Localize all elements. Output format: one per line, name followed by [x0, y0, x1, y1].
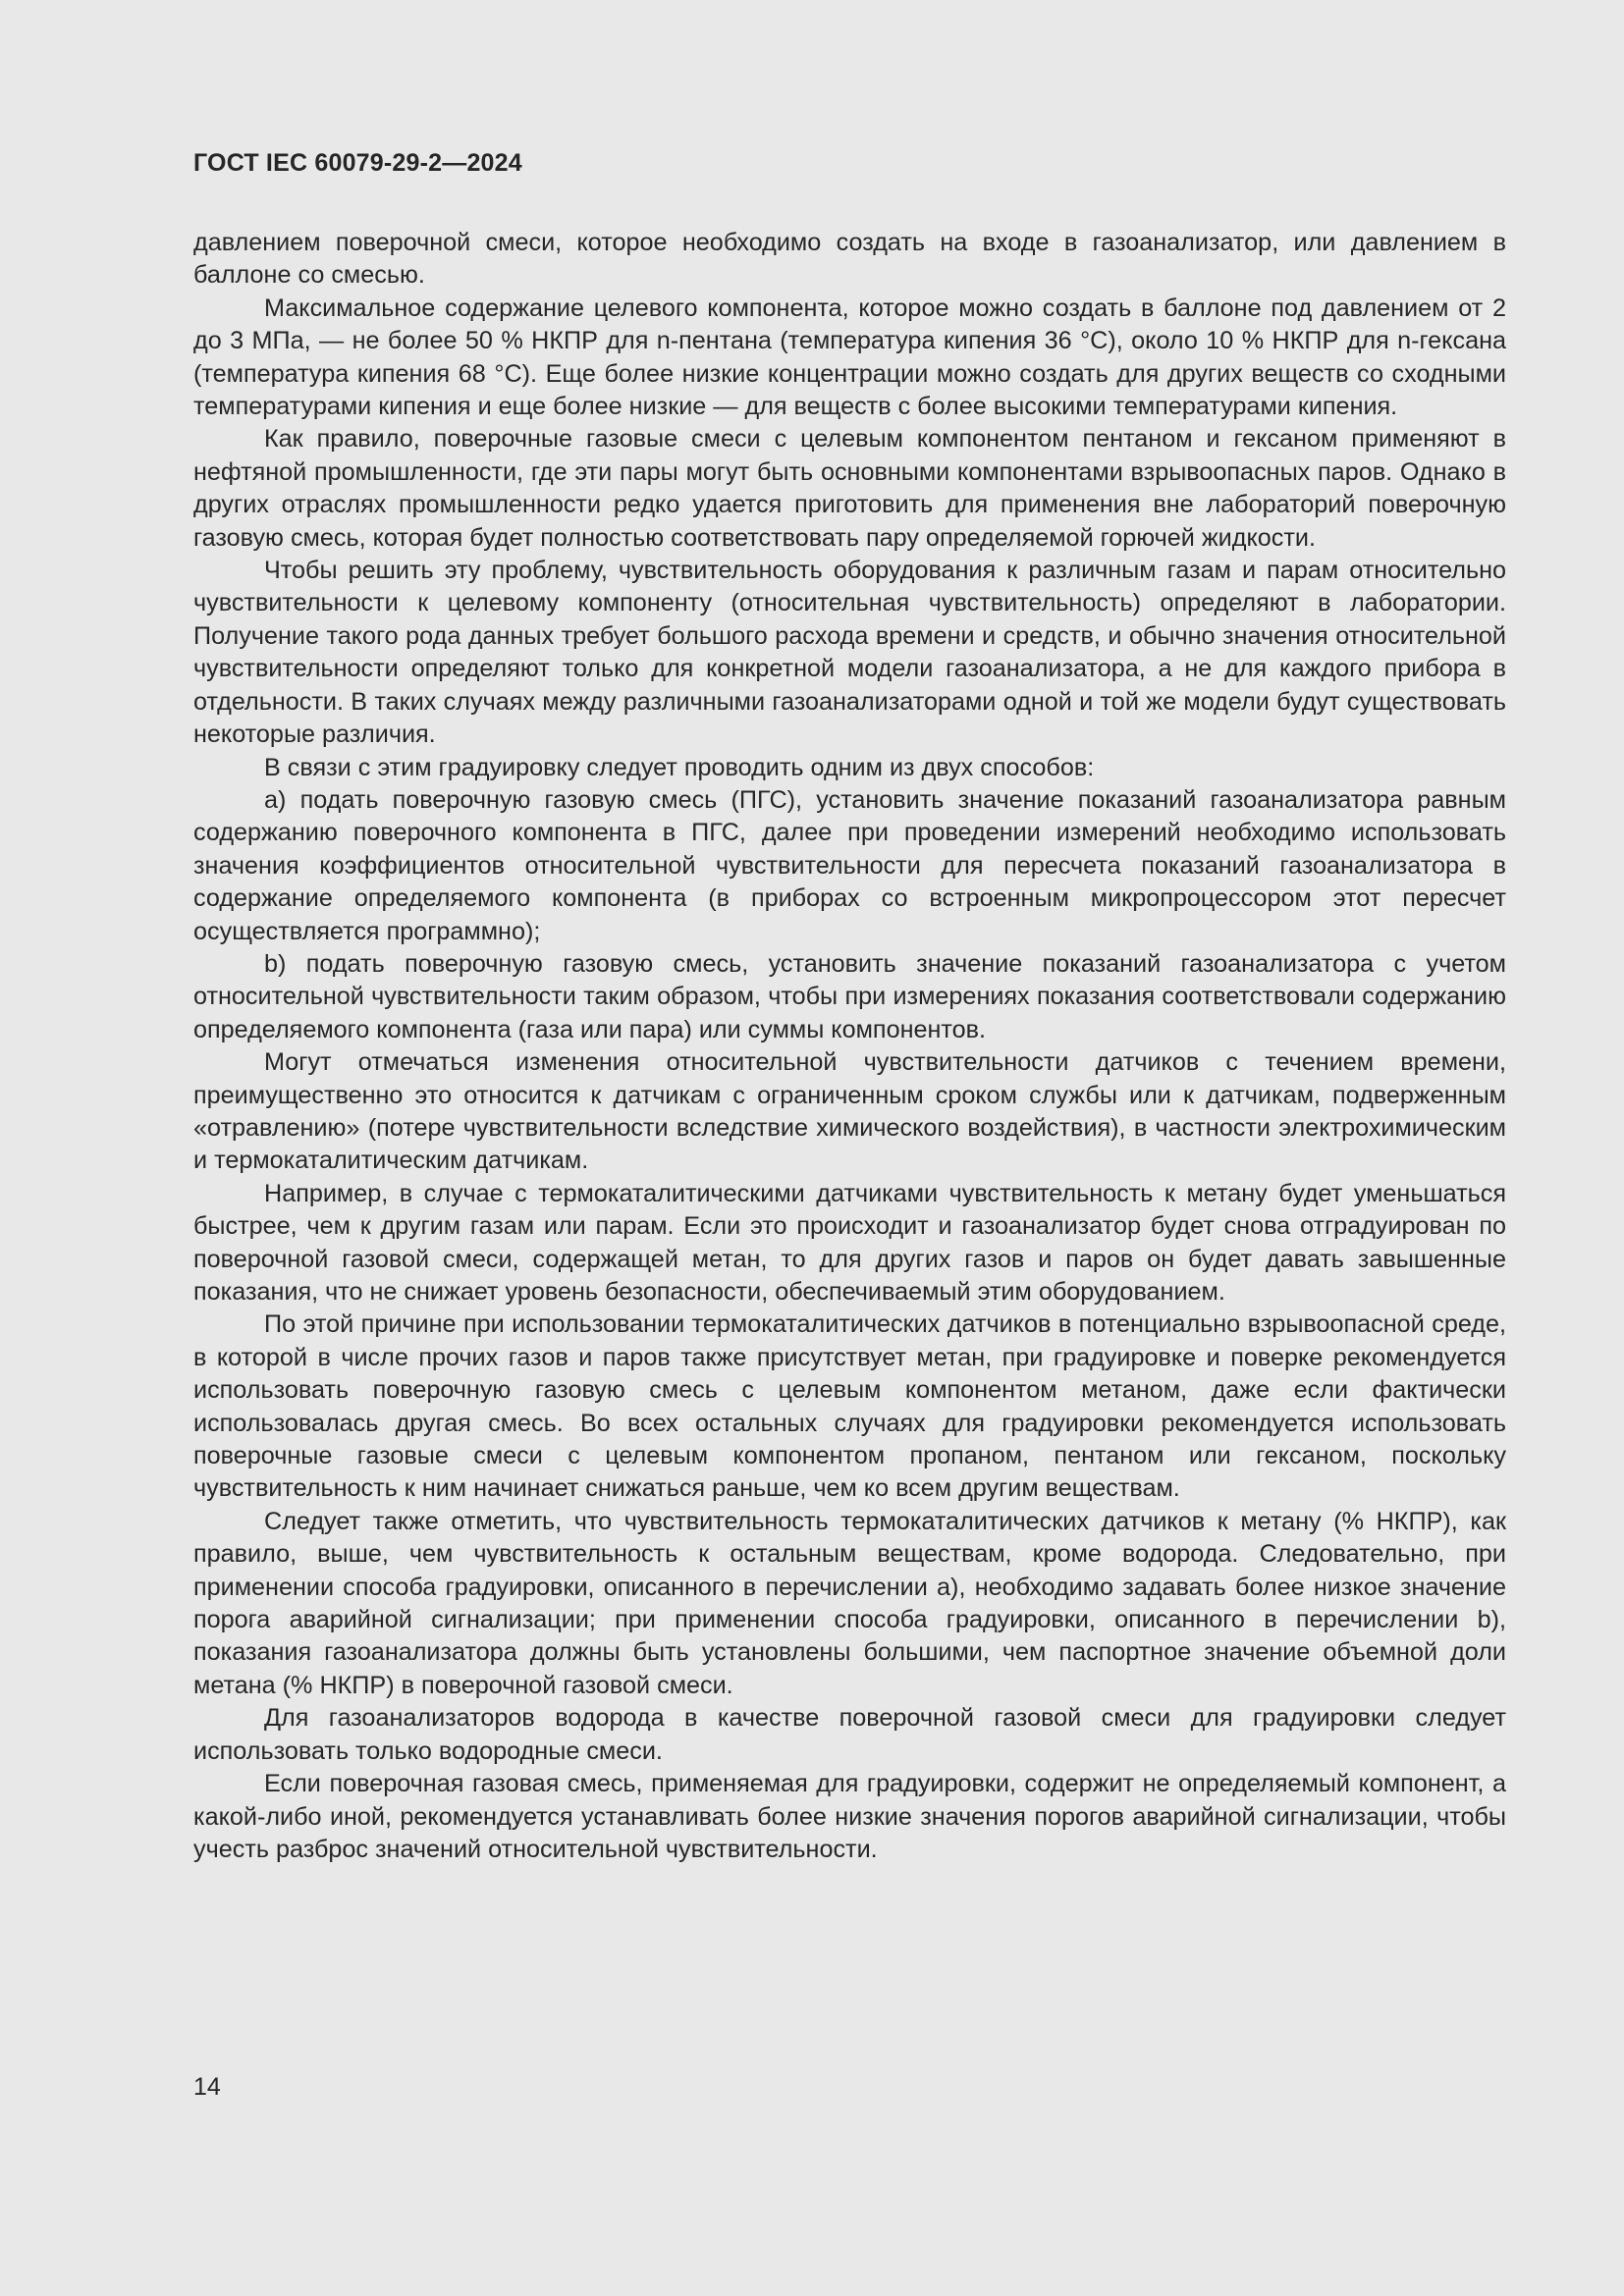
paragraph: В связи с этим градуировку следует проводить одним из двух способов: [264, 753, 1095, 781]
paragraph: По этой причине при использовании термокаталитических датчиков в потенциально взрывоопасной среде, в которой в числе прочих газов и паров также присутствует метан, при градуировке и поверке рекомендуется использовать поверочную газовую смесь с целевым компонентом метаном, даже если фактически использовалась другая смесь. Во всех остальных случаях для градуировки рекомендуется использовать поверочные газовые смеси с целевым компонентом пропаном, пентаном или гексаном, поскольку чувствительность к ним начинает снижаться раньше, чем ко всем другим веществам. [193, 1310, 1506, 1503]
paragraph: Следует также отметить, что чувствительность термокаталитических датчиков к метану (% НКПР), как правило, выше, чем чувствительность к остальным веществам, кроме водорода. Следовательно, при применении способа градуировки, описанного в перечислении a), необходимо задавать более низкое значение порога аварийной сигнализации; при применении способа градуировки, описанного в перечислении b), показания газоанализатора должны быть установлены большими, чем паспортное значение объемной доли метана (% НКПР) в поверочной газовой смеси. [193, 1507, 1506, 1699]
page-number: 14 [193, 2073, 221, 2101]
paragraph: Чтобы решить эту проблему, чувствительность оборудования к различным газам и парам относительно чувствительности к целевому компоненту (относительная чувствительность) определяют в лаборатории. Получение такого рода данных требует большого расхода времени и средств, и обычно значения относительной чувствительности определяют только для конкретной модели газоанализатора, а не для каждого прибора в отдельности. В таких случаях между различными газоанализаторами одной и той же модели будут существовать некоторые различия. [193, 557, 1506, 749]
list-item-b: b) подать поверочную газовую смесь, установить значение показаний газоанализатора с учетом относительной чувствительности таким образом, чтобы при измерениях показания соответствовали содержанию определяемого компонента (газа или пара) или суммы компонентов. [193, 949, 1506, 1043]
paragraph: Могут отмечаться изменения относительной чувствительности датчиков с течением времени, преимущественно это относится к датчикам с ограниченным сроком службы или к датчикам, подверженным «отравлению» (потере чувствительности вследствие химического воздействия), в частности электрохимическим и термокаталитическим датчикам. [193, 1048, 1506, 1175]
paragraph: давлением поверочной смеси, которое необходимо создать на входе в газоанализатор, или давлением в баллоне со смесью. [193, 229, 1506, 290]
paragraph: Если поверочная газовая смесь, применяемая для градуировки, содержит не определяемый компонент, а какой-либо иной, рекомендуется устанавливать более низкие значения порогов аварийной сигнализации, чтобы учесть разброс значений относительной чувствительности. [193, 1770, 1506, 1863]
list-item-a: a) подать поверочную газовую смесь (ПГС), установить значение показаний газоанализатора равным содержанию поверочного компонента в ПГС, далее при проведении измерений необходимо использовать значения коэффициентов относительной чувствительности для пересчета показаний газоанализатора в содержание определяемого компонента (в приборах со встроенным микропроцессором этот пересчет осуществляется программно); [193, 785, 1506, 945]
paragraph: Например, в случае с термокаталитическими датчиками чувствительность к метану будет уменьшаться быстрее, чем к другим газам или парам. Если это происходит и газоанализатор будет снова отградуирован по поверочной газовой смеси, содержащей метан, то для других газов и паров он будет давать завышенные показания, что не снижает уровень безопасности, обеспечиваемый этим оборудованием. [193, 1179, 1506, 1306]
paragraph: Для газоанализаторов водорода в качестве поверочной газовой смеси для градуировки следует использовать только водородные смеси. [193, 1704, 1506, 1765]
document-header: ГОСТ IEC 60079-29-2—2024 [193, 149, 522, 177]
document-body [193, 227, 1506, 1866]
paragraph: Как правило, поверочные газовые смеси с целевым компонентом пентаном и гексаном применяют в нефтяной промышленности, где эти пары могут быть основными компонентами взрывоопасных паров. Однако в других отраслях промышленности редко удается приготовить для применения вне лабораторий поверочную газовую смесь, которая будет полностью соответствовать пару определяемой горючей жидкости. [193, 425, 1506, 552]
paragraph: Максимальное содержание целевого компонента, которое можно создать в баллоне под давлением от 2 до 3 МПа, — не более 50 % НКПР для n-пентана (температура кипения 36 °С), около 10 % НКПР для n-гексана (температура кипения 68 °С). Еще более низкие концентрации можно создать для других веществ со сходными температурами кипения и еще более низкие — для веществ с более высокими температурами кипения. [193, 294, 1506, 421]
